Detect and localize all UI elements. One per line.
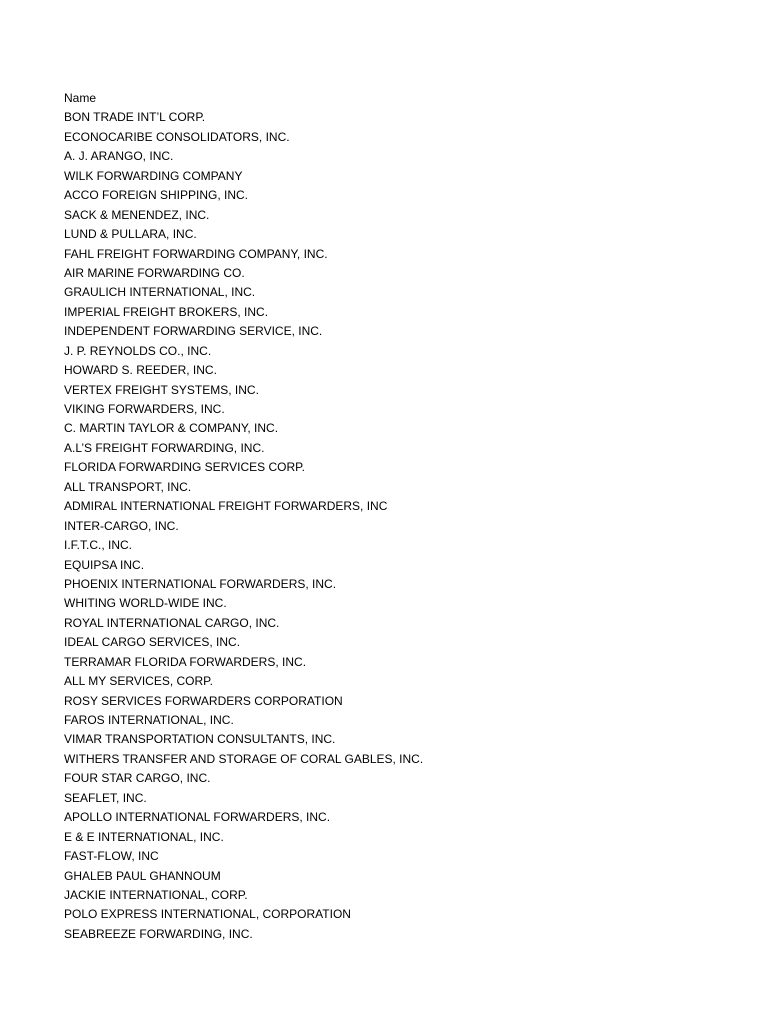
name-row: APOLLO INTERNATIONAL FORWARDERS, INC. [64, 810, 331, 825]
name-row: FAHL FREIGHT FORWARDING COMPANY, INC. [64, 246, 328, 261]
name-row: BON TRADE INT’L CORP. [64, 110, 206, 125]
name-row: SACK & MENENDEZ, INC. [64, 207, 210, 222]
name-row: ACCO FOREIGN SHIPPING, INC. [64, 188, 249, 203]
name-row: A. J. ARANGO, INC. [64, 149, 174, 164]
name-row: HOWARD S. REEDER, INC. [64, 363, 217, 378]
name-row: ALL TRANSPORT, INC. [64, 479, 192, 494]
name-row: SEABREEZE FORWARDING, INC. [64, 926, 253, 941]
name-list [64, 89, 423, 944]
name-row: WILK FORWARDING COMPANY [64, 168, 243, 183]
name-row: PHOENIX INTERNATIONAL FORWARDERS, INC. [64, 576, 337, 591]
name-row: ROYAL INTERNATIONAL CARGO, INC. [64, 615, 280, 630]
name-row: LUND & PULLARA, INC. [64, 227, 197, 242]
name-row: FLORIDA FORWARDING SERVICES CORP. [64, 460, 305, 475]
name-row: GRAULICH INTERNATIONAL, INC. [64, 285, 256, 300]
name-row: J. P. REYNOLDS CO., INC. [64, 343, 212, 358]
name-row: FOUR STAR CARGO, INC. [64, 771, 211, 786]
name-row: VIKING FORWARDERS, INC. [64, 402, 225, 416]
name-row: C. MARTIN TAYLOR & COMPANY, INC. [64, 421, 279, 436]
name-row: IDEAL CARGO SERVICES, INC. [64, 635, 241, 650]
name-row: GHALEB PAUL GHANNOUM [64, 868, 221, 883]
name-row: AIR MARINE FORWARDING CO. [64, 265, 245, 280]
name-row: FAST-FLOW, INC [64, 849, 159, 864]
name-row: EQUIPSA INC. [64, 557, 145, 572]
name-row: E & E INTERNATIONAL, INC. [64, 829, 224, 844]
name-row: WHITING WORLD-WIDE INC. [64, 596, 227, 611]
name-row: IMPERIAL FREIGHT BROKERS, INC. [64, 304, 269, 319]
name-row: A.L’S FREIGHT FORWARDING, INC. [64, 440, 265, 455]
name-row: ECONOCARIBE CONSOLIDATORS, INC. [64, 129, 290, 144]
name-row: INTER-CARGO, INC. [64, 518, 179, 533]
name-row: TERRAMAR FLORIDA FORWARDERS, INC. [64, 654, 307, 669]
name-row: ROSY SERVICES FORWARDERS CORPORATION [64, 693, 343, 708]
name-row: INDEPENDENT FORWARDING SERVICE, INC. [64, 324, 323, 339]
name-row: SEAFLET, INC. [64, 790, 147, 805]
name-row: JACKIE INTERNATIONAL, CORP. [64, 887, 248, 902]
name-row: VERTEX FREIGHT SYSTEMS, INC. [64, 382, 259, 397]
name-row: ALL MY SERVICES, CORP. [64, 674, 213, 689]
name-row: I.F.T.C., INC. [64, 538, 133, 553]
name-row: WITHERS TRANSFER AND STORAGE OF CORAL GABLES, INC. [64, 751, 424, 766]
column-header-name: Name [64, 91, 97, 105]
name-row: FAROS INTERNATIONAL, INC. [64, 713, 234, 727]
name-row: VIMAR TRANSPORTATION CONSULTANTS, INC. [64, 732, 336, 747]
name-row: ADMIRAL INTERNATIONAL FREIGHT FORWARDERS, INC [64, 499, 388, 514]
name-row: POLO EXPRESS INTERNATIONAL, CORPORATION [64, 907, 351, 922]
